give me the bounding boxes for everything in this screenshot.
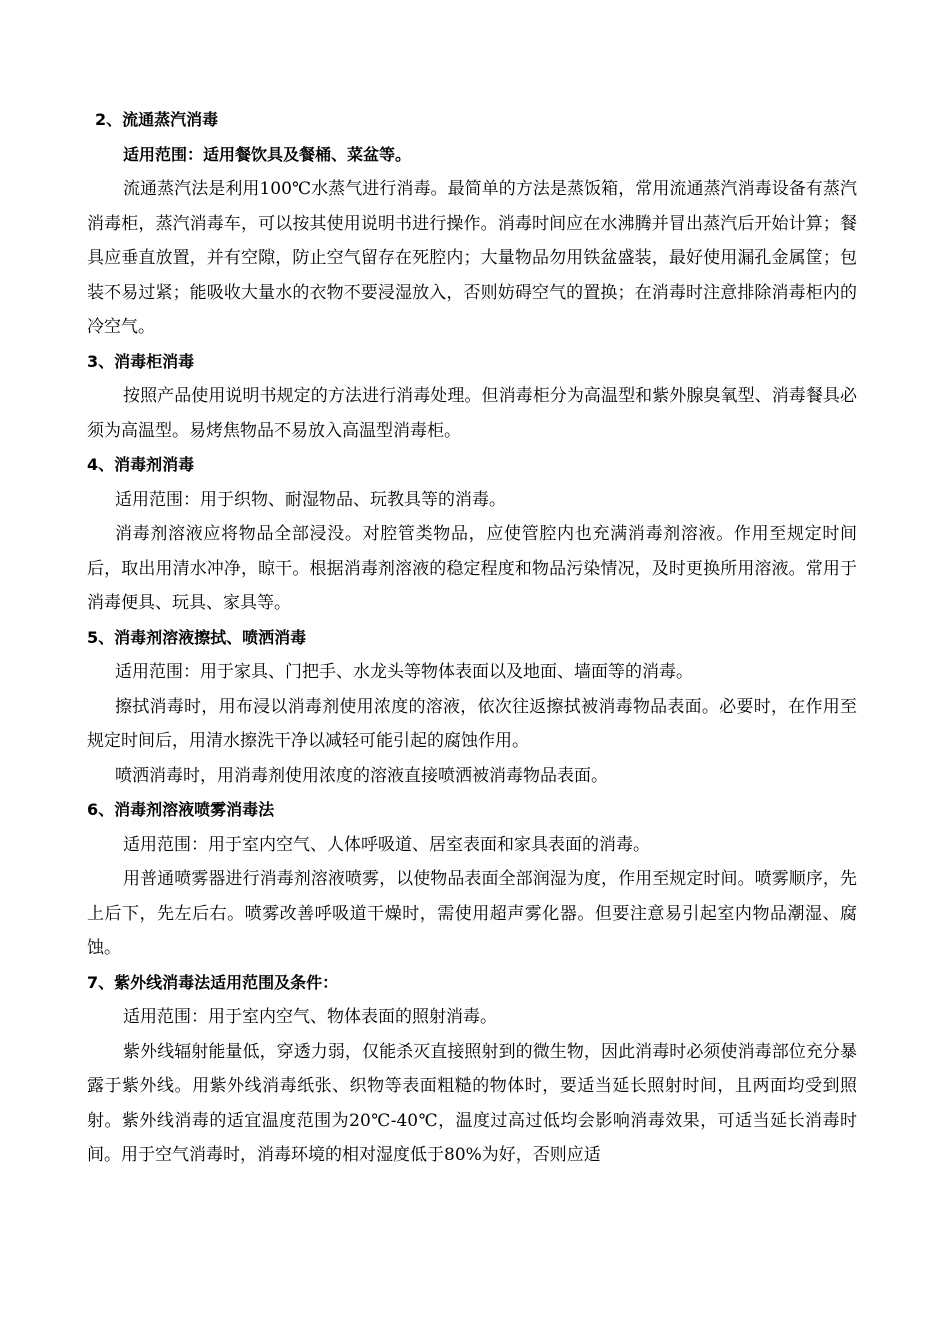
section-scope: 适用范围：用于织物、耐湿物品、玩教具等的消毒。	[115, 489, 506, 510]
section-heading: 3、消毒柜消毒	[87, 351, 195, 371]
document-content	[87, 103, 857, 1173]
section-body: 流通蒸汽法是利用100℃水蒸气进行消毒。最简单的方法是蒸饭箱，常用流通蒸汽消毒设备有蒸汽消毒柜，蒸汽消毒车，可以按其使用说明书进行操作。消毒时间应在水沸腾并冒出蒸汽后开始计算；餐具应垂直放置，并有空隙，防止空气留存在死腔内；大量物品勿用铁盆盛装，最好使用漏孔金属筐；包装不易过紧；能吸收大量水的衣物不要浸湿放入，否则妨碍空气的置换；在消毒时注意排除消毒柜内的冷空气。	[87, 179, 857, 337]
section-heading: 4、消毒剂消毒	[87, 455, 195, 474]
section-body: 紫外线辐射能量低，穿透力弱，仅能杀灭直接照射到的微生物，因此消毒时必须使消毒部位充分暴露于紫外线。用紫外线消毒纸张、织物等表面粗糙的物体时，要适当延长照射时间，且两面均受到照射。紫外线消毒的适宜温度范围为20℃-40℃，温度过高过低均会影响消毒效果，可适当延长消毒时间。用于空气消毒时，消毒环境的相对湿度低于80%为好，否则应适	[87, 1041, 857, 1165]
section-heading: 2、流通蒸汽消毒	[95, 110, 219, 129]
section-scope: 适用范围：用于室内空气、人体呼吸道、居室表面和家具表面的消毒。	[123, 834, 650, 855]
section-heading: 7、紫外线消毒法适用范围及条件：	[87, 972, 339, 992]
section-body: 擦拭消毒时，用布浸以消毒剂使用浓度的溶液，依次往返擦拭被消毒物品表面。必要时，在作用至规定时间后，用清水擦洗干净以减轻可能引起的腐蚀作用。	[87, 696, 857, 751]
section-body-extra: 喷洒消毒时，用消毒剂使用浓度的溶液直接喷洒被消毒物品表面。	[115, 765, 608, 786]
section-body: 用普通喷雾器进行消毒剂溶液喷雾，以使物品表面全部润湿为度，作用至规定时间。喷雾顺序，先上后下，先左后右。喷雾改善呼吸道干燥时，需使用超声雾化器。但要注意易引起室内物品潮湿、腐蚀。	[87, 869, 857, 958]
section-scope: 适用范围：用于室内空气、物体表面的照射消毒。	[123, 1007, 497, 1027]
section-scope: 适用范围：用于家具、门把手、水龙头等物体表面以及地面、墙面等的消毒。	[115, 662, 693, 682]
section-body: 消毒剂溶液应将物品全部浸没。对腔管类物品，应使管腔内也充满消毒剂溶液。作用至规定时间后，取出用清水冲净，晾干。根据消毒剂溶液的稳定程度和物品污染情况，及时更换所用溶液。常用于消毒便具、玩具、家具等。	[87, 524, 857, 613]
section-heading: 6、消毒剂溶液喷雾消毒法	[87, 800, 275, 819]
section-heading: 5、消毒剂溶液擦拭、喷洒消毒	[87, 627, 307, 647]
section-body: 按照产品使用说明书规定的方法进行消毒处理。但消毒柜分为高温型和紫外腺臭氧型、消毒餐具必须为高温型。易烤焦物品不易放入高温型消毒柜。	[87, 386, 857, 441]
section-scope: 适用范围：适用餐饮具及餐桶、菜盆等。	[123, 144, 412, 164]
